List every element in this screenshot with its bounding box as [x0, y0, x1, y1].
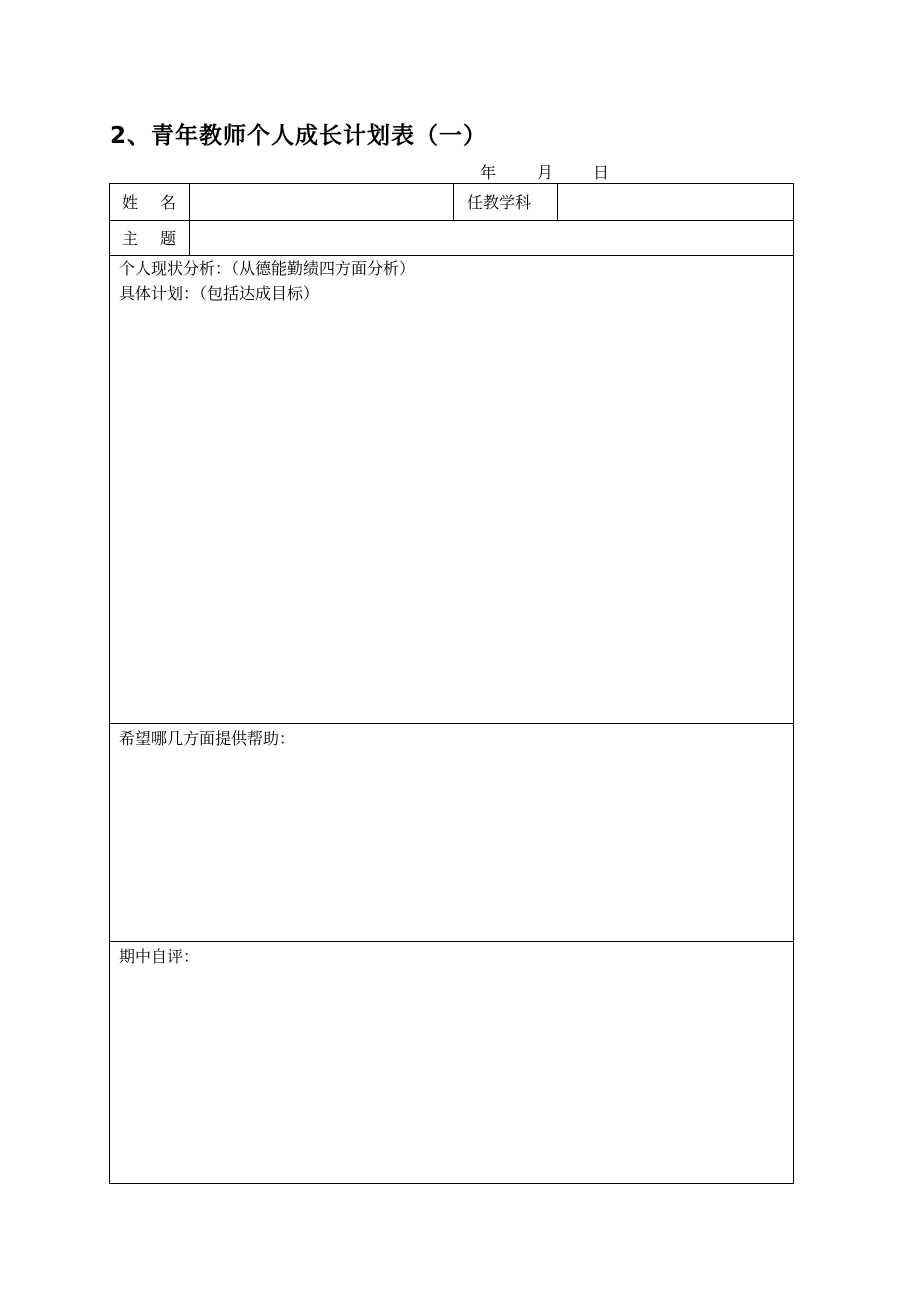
- topic-label-part-2: 题: [160, 229, 177, 248]
- name-label: [122, 192, 176, 214]
- growth-plan-form: [109, 183, 794, 1184]
- row-divider: [110, 723, 793, 724]
- topic-label: [122, 228, 176, 250]
- name-field[interactable]: [190, 185, 452, 219]
- current-status-analysis-label: 个人现状分析：（从德能勤绩四方面分析）: [119, 259, 416, 278]
- page-title: 2、青年教师个人成长计划表（一）: [110, 123, 488, 149]
- midterm-self-evaluation-writing-area[interactable]: [111, 971, 792, 1181]
- row-divider: [110, 941, 793, 942]
- teaching-subject-label: 任教学科: [467, 193, 532, 212]
- row-divider: [110, 255, 793, 256]
- name-label-part-2: 名: [160, 193, 177, 212]
- help-needed-label: 希望哪几方面提供帮助：: [119, 729, 296, 748]
- date-month-label: 月: [537, 163, 554, 182]
- name-label-part-1: 姓: [122, 193, 139, 212]
- teaching-subject-field[interactable]: [558, 185, 793, 219]
- column-divider: [453, 184, 454, 220]
- topic-field[interactable]: [190, 221, 793, 254]
- topic-label-part-1: 主: [122, 229, 139, 248]
- specific-plan-label: 具体计划：（包括达成目标）: [119, 284, 320, 303]
- midterm-self-evaluation-label: 期中自评：: [119, 947, 200, 966]
- date-year-label: 年: [480, 163, 497, 182]
- date-line: [480, 160, 620, 182]
- date-day-label: 日: [593, 163, 610, 182]
- analysis-and-plan-writing-area[interactable]: [111, 308, 792, 722]
- help-needed-writing-area[interactable]: [111, 753, 792, 940]
